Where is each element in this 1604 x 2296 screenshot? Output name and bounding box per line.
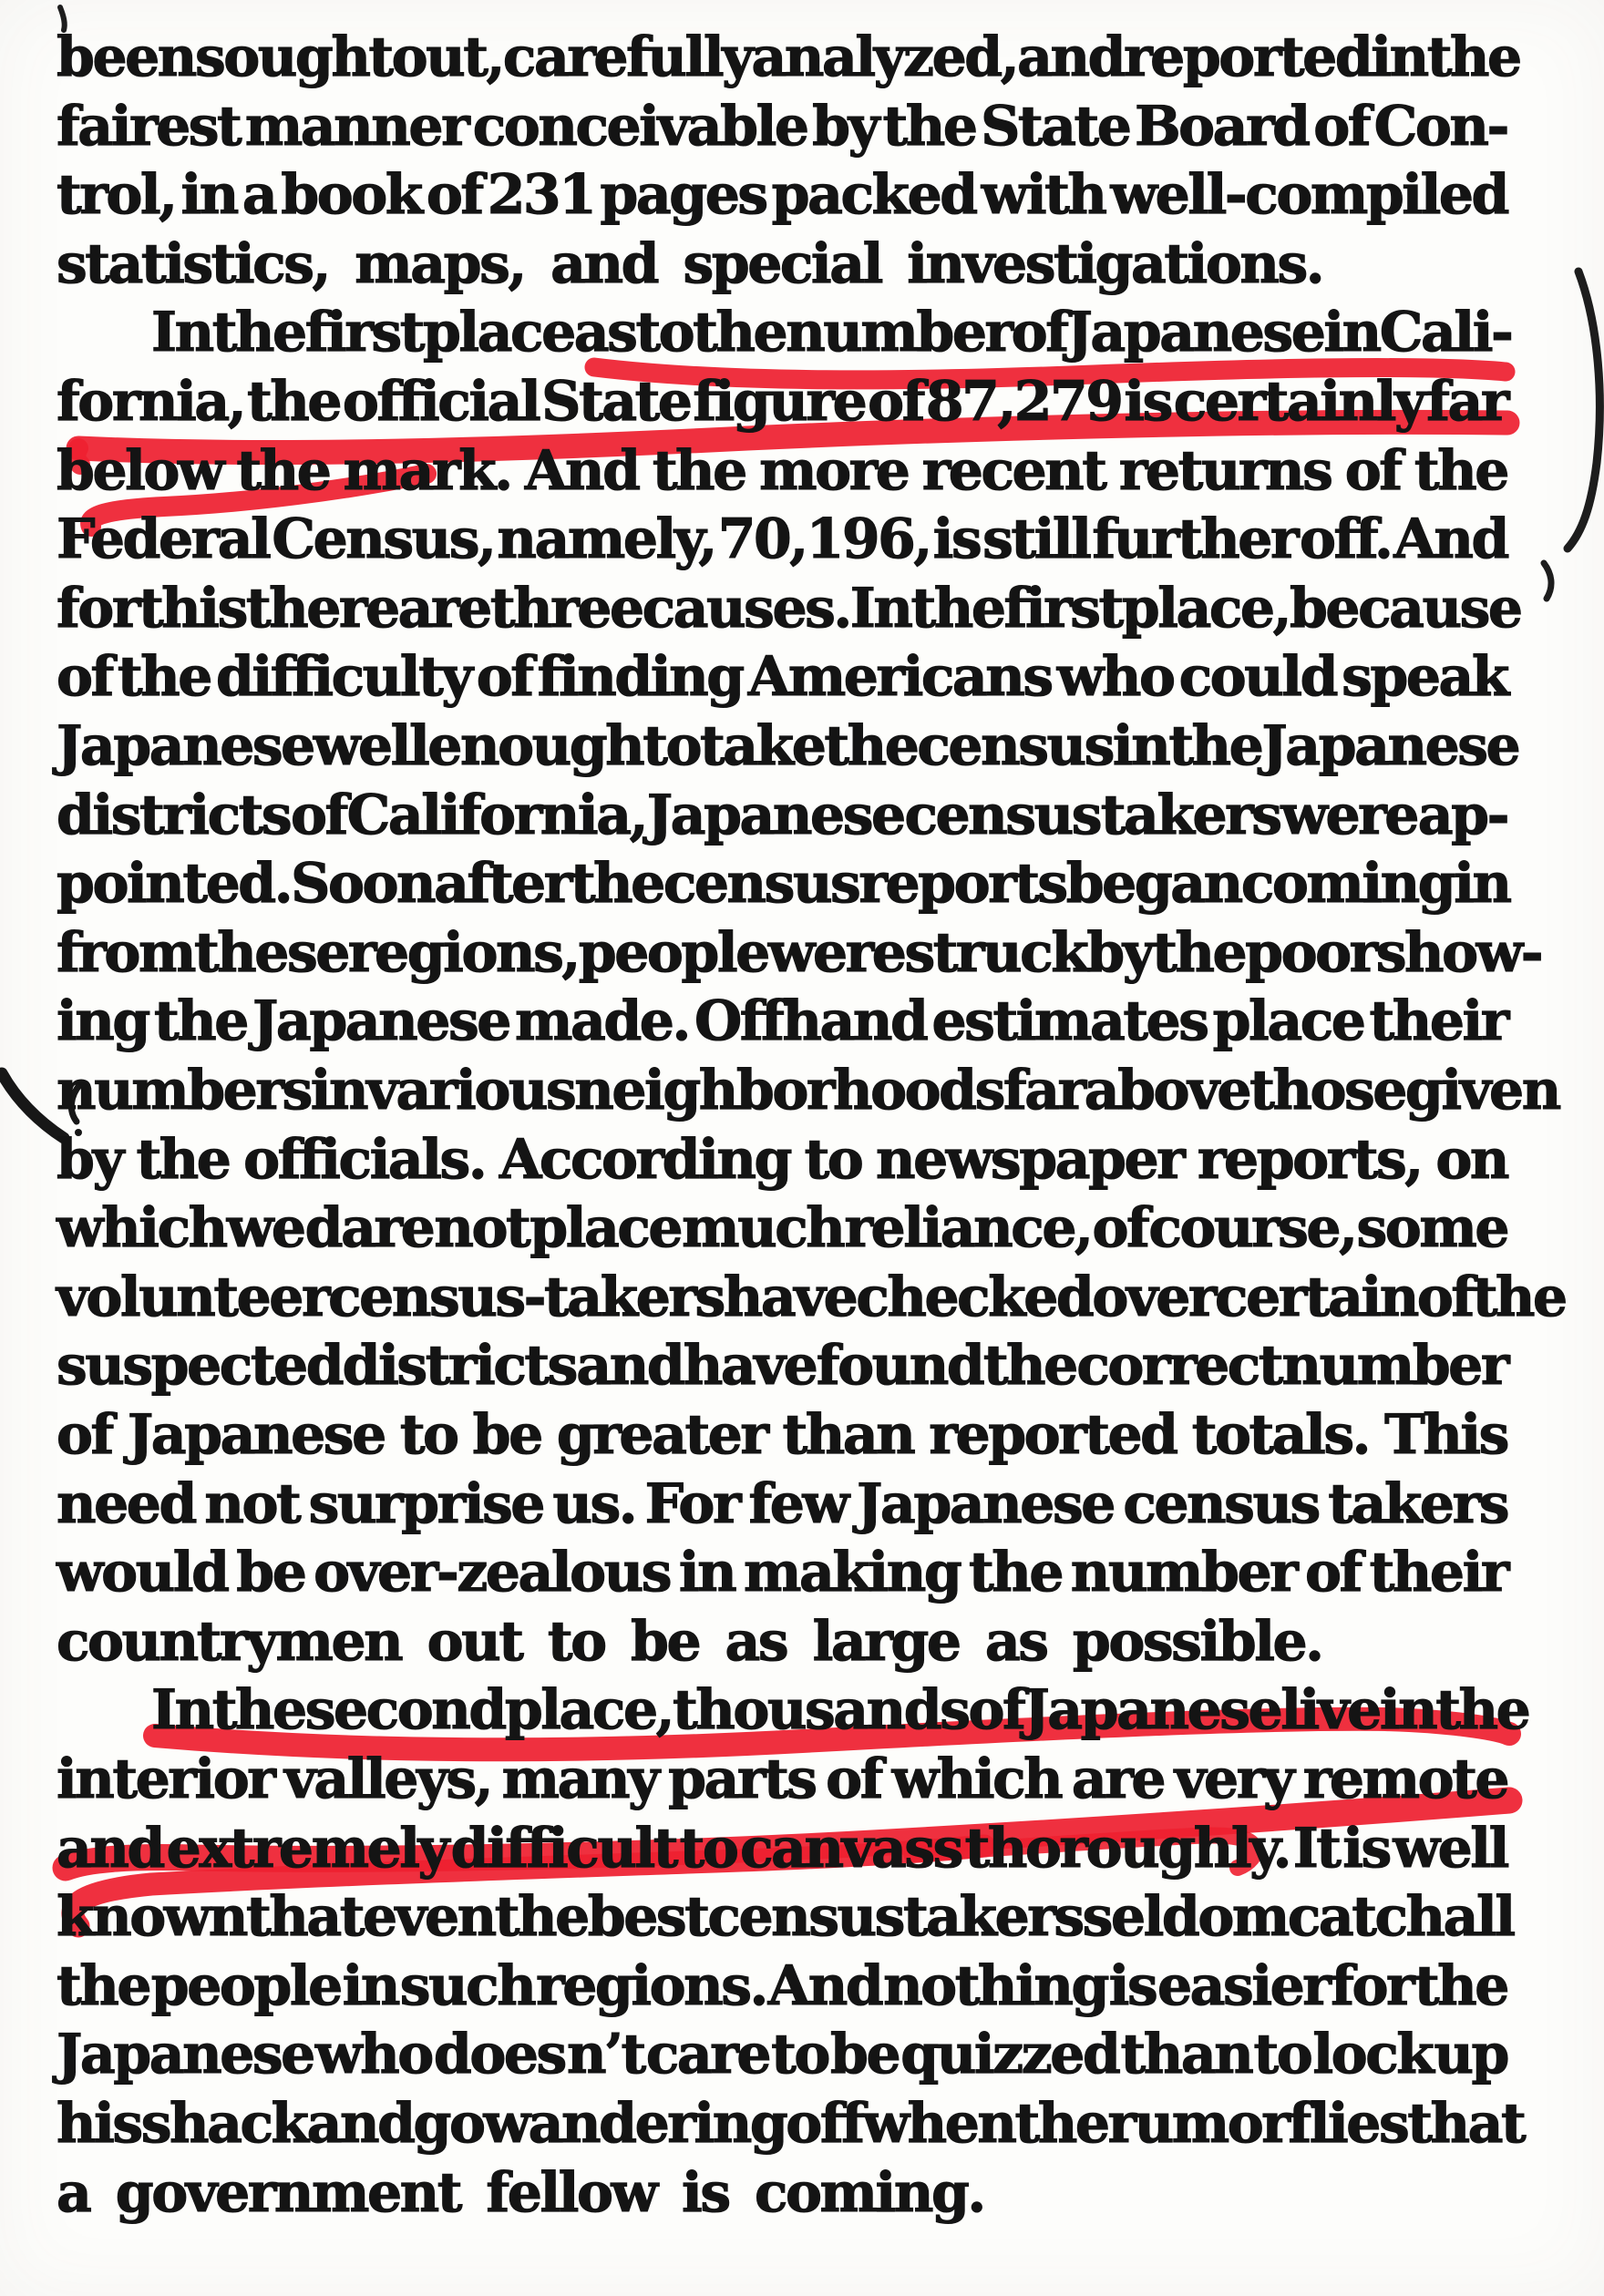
- text-line-32: a government fellow is coming.: [57, 2160, 984, 2225]
- text-line-6: fornia, the official State figure of 87,279 is certainly far: [57, 370, 1507, 434]
- text-line-16: numbers in various neighborhoods far above those given: [57, 1059, 1559, 1122]
- text-line-13: pointed. Soon after the census reports began coming in: [57, 852, 1510, 917]
- text-line-9: for this there are three causes. In the first place, because: [57, 576, 1521, 641]
- text-line-10: of the difficulty of finding Americans who could speak: [57, 645, 1507, 710]
- text-line-11: Japanese well enough to take the census in the Japanese: [57, 714, 1519, 778]
- text-line-30: Japanese who does n’t care to be quizzed than to lock up: [57, 2023, 1507, 2087]
- text-line-29: the people in such regions. And nothing is easier for the: [57, 1953, 1507, 2018]
- text-line-19: volunteer census-takers have checked over certain of the: [57, 1265, 1566, 1329]
- text-line-21: of Japanese to be greater than reported totals. This: [57, 1403, 1507, 1467]
- text-line-31: his shack and go wandering off when the rumor flies that: [57, 2092, 1525, 2156]
- text-line-8: Federal Census, namely, 70,196, is still further off. And: [57, 507, 1507, 572]
- text-line-2: fairest manner conceivable by the State Board of Con-: [57, 94, 1507, 159]
- text-line-20: suspected districts and have found the correct number: [57, 1334, 1507, 1399]
- text-line-7: below the mark. And the more recent returns of the: [57, 438, 1507, 503]
- text-line-25: In the second place, thousands of Japanese live in the: [151, 1678, 1529, 1743]
- text-line-18: which we dare not place much reliance, of course, some: [57, 1196, 1507, 1261]
- text-line-5: In the first place as to the number of Japanese in Cali-: [151, 301, 1512, 365]
- text-line-22: need not surprise us. For few Japanese census takers: [57, 1471, 1507, 1536]
- text-line-24: countrymen out to be as large as possible.: [57, 1609, 1322, 1674]
- text-line-17: by the officials. According to newspaper reports, on: [57, 1127, 1507, 1192]
- text-line-15: ing the Japanese made. Offhand estimates place their: [57, 989, 1507, 1054]
- text-line-3: trol, in a book of 231 pages packed with well-compiled: [57, 163, 1507, 228]
- text-line-27: and extremely difficult to canvass thoroughly. It is well: [57, 1816, 1507, 1881]
- text-line-28: known that even the best census takers seldom catch all: [57, 1885, 1514, 1950]
- text-line-4: statistics, maps, and special investigations.: [57, 231, 1323, 296]
- text-line-14: from these regions, people were struck by the poor show-: [57, 920, 1542, 985]
- text-line-26: interior valleys, many parts of which are very remote: [57, 1748, 1507, 1811]
- text-line-12: districts of California, Japanese census takers were ap-: [57, 783, 1507, 847]
- text-line-1: been sought out, carefully analyzed, and reported in the: [57, 26, 1520, 89]
- text-line-23: would be over-zealous in making the number of their: [57, 1541, 1507, 1605]
